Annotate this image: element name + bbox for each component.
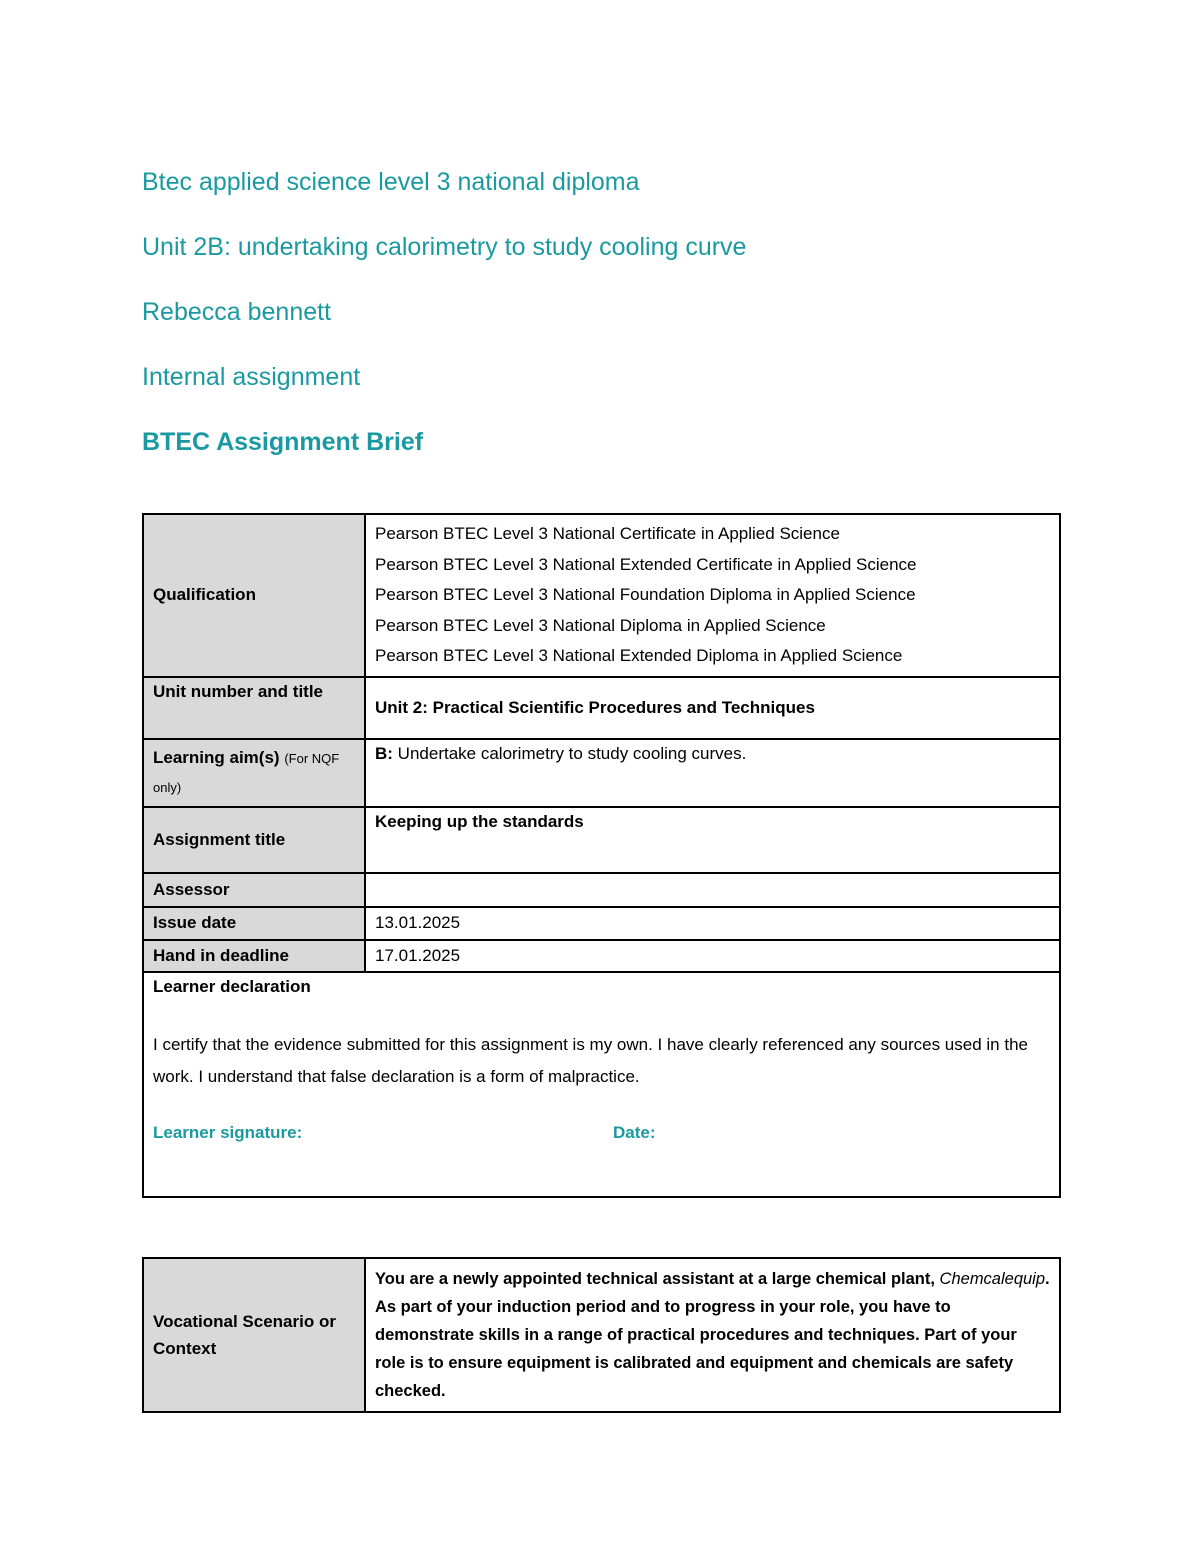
signature-row	[153, 1123, 1050, 1153]
declaration-row	[143, 972, 1060, 1197]
aim-label-cell	[143, 739, 365, 807]
scenario-table	[142, 1257, 1061, 1413]
date-label: Date:	[613, 1122, 656, 1142]
scenario-label: Vocational Scenario or Context	[143, 1258, 365, 1412]
qualification-row	[143, 514, 1060, 677]
aim-row	[143, 739, 1060, 807]
qualification-item: Pearson BTEC Level 3 National Extended Certificate in Applied Science	[375, 554, 917, 574]
qualification-item: Pearson BTEC Level 3 National Foundation Diploma in Applied Science	[375, 585, 916, 604]
declaration-cell	[143, 972, 1060, 1197]
deadline-row	[143, 940, 1060, 972]
assignment-brief-table	[142, 513, 1061, 1198]
scenario-text-part1: You are a newly appointed technical assistant at a large chemical plant,	[375, 1270, 940, 1288]
doc-line-course: Btec applied science level 3 national diploma	[142, 168, 640, 196]
assessor-value	[365, 873, 1060, 907]
aim-label-note: (For NQF only)	[153, 750, 340, 795]
title-label: Assignment title	[143, 807, 365, 873]
assessor-row	[143, 873, 1060, 907]
scenario-text	[365, 1258, 1060, 1412]
qualification-item: Pearson BTEC Level 3 National Certificate in Applied Science	[375, 524, 840, 543]
title-value: Keeping up the standards	[365, 807, 1060, 873]
qualification-item: Pearson BTEC Level 3 National Extended Diploma in Applied Science	[375, 646, 903, 665]
aim-value-cell	[365, 739, 1060, 807]
aim-value: Undertake calorimetry to study cooling curves.	[392, 743, 747, 763]
issue-row	[143, 907, 1060, 940]
aim-label: Learning aim(s)	[153, 747, 280, 767]
issue-label: Issue date	[143, 907, 365, 940]
signature-label: Learner signature:	[153, 1122, 303, 1142]
scenario-company: Chemcalequip	[939, 1270, 1046, 1288]
deadline-label: Hand in deadline	[143, 940, 365, 972]
brief-title: BTEC Assignment Brief	[142, 428, 424, 456]
issue-value: 13.01.2025	[365, 907, 1060, 940]
doc-line-unit: Unit 2B: undertaking calorimetry to study cooling curve	[142, 233, 747, 261]
assessor-label: Assessor	[143, 873, 365, 907]
aim-prefix: B:	[375, 743, 393, 763]
scenario-row	[143, 1258, 1060, 1412]
unit-label: Unit number and title	[143, 677, 365, 739]
unit-value: Unit 2: Practical Scientific Procedures and Techniques	[365, 677, 1060, 739]
declaration-text: I certify that the evidence submitted for this assignment is my own. I have clearly referenced any sources used in the work. I understand that false declaration is a form of malpractice.	[153, 1034, 1028, 1086]
doc-line-author: Rebecca bennett	[142, 298, 332, 326]
deadline-value: 17.01.2025	[365, 940, 1060, 972]
qualification-item: Pearson BTEC Level 3 National Diploma in Applied Science	[375, 615, 826, 635]
scenario-text-part2: . As part of your induction period and to progress in your role, you have to demonstrate skills in a range of practical procedures and techniques. Part of your role is to ensure equipment is calibrated and equipment and chemicals are safety checked.	[375, 1270, 1050, 1400]
unit-row	[143, 677, 1060, 739]
qualification-label: Qualification	[143, 514, 365, 677]
title-row	[143, 807, 1060, 873]
qualification-list	[365, 514, 1060, 677]
declaration-heading: Learner declaration	[153, 976, 311, 996]
doc-line-type: Internal assignment	[142, 363, 361, 391]
